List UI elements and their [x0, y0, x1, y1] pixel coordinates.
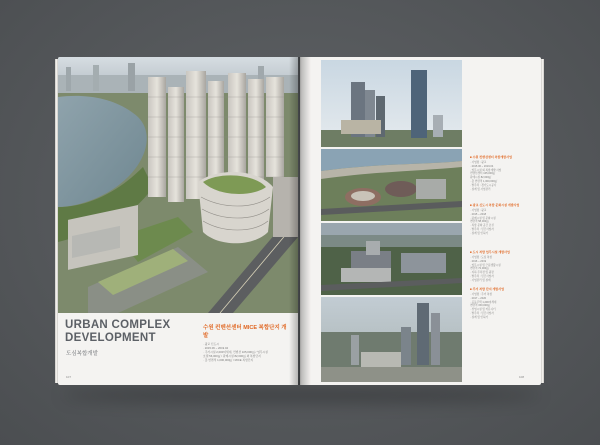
info-line: · 사업명 : 광교	[470, 161, 487, 164]
title-line-2: DEVELOPMENT	[65, 332, 156, 344]
open-magazine	[58, 57, 541, 387]
info-line: · 발주처 : 민간사업자	[470, 311, 494, 315]
info-line: · 2016 ~ 2019	[470, 259, 487, 263]
info-line: · 설계 및 인허가	[470, 231, 489, 235]
magazine-shadow	[62, 388, 540, 402]
project-photo-riverside	[321, 149, 462, 221]
info-line: · 총 연면적 1,000,000㎡	[470, 179, 498, 183]
info-line: · 발주처 : 경기도시공사	[470, 183, 497, 187]
info-line: · 사업명 : 도심 복합	[470, 256, 493, 259]
project-photo-complex	[321, 223, 462, 295]
page-number-left: 107	[66, 375, 72, 379]
info-line: · 상업시설 및 커뮤니티	[470, 308, 496, 312]
info-line: 컨벤션센터 105,000㎡	[470, 172, 496, 176]
page-title	[65, 319, 205, 345]
info-line: · 사업관리 및 설계	[470, 278, 491, 282]
info-line: · 2017 ~ 2020	[470, 296, 487, 300]
info-line: · 사업명 : 광교	[470, 209, 487, 212]
info-line: 연면적 150,000㎡	[470, 304, 491, 308]
info-heading: ■ 수원 컨벤션센터 복합개발사업	[470, 155, 512, 159]
info-line: 연면적 72,000㎡	[470, 267, 489, 271]
info-line: · 사업명 : 주거 복합	[470, 293, 493, 296]
project-info-2	[470, 203, 540, 236]
project-photo-skyline	[321, 297, 462, 382]
page-subtitle: 도심복합개발	[66, 351, 98, 357]
project-line: · 총 연면적 1,000,000㎡ / MICE 복합단지	[203, 358, 254, 362]
title-line-1: URBAN COMPLEX	[65, 319, 171, 331]
info-line: · 발주처 : 민간사업자	[470, 227, 494, 231]
info-line: · 2015.06 ~ 2019.04	[470, 164, 494, 168]
right-page	[300, 57, 541, 385]
project-info-1	[470, 155, 540, 191]
project-line: 호텔 56,000㎡ / 판매시설 82,000㎡ 외 복합단지	[203, 354, 261, 358]
project-photo-towers	[321, 60, 462, 147]
info-heading: ■ 주거 복합 단지 개발사업	[470, 287, 505, 291]
info-line: · 판매시설 및 문화시설	[470, 216, 496, 220]
info-line: · 설계 및 사업관리	[470, 187, 491, 191]
info-line: · 복합 문화 공간 조성	[470, 224, 494, 228]
info-heading: ■ 도시 복합 업무시설 개발사업	[470, 250, 510, 254]
hero-aerial-photo	[58, 57, 298, 313]
left-page	[58, 57, 298, 385]
info-line: · 발주처 : 민간사업자	[470, 274, 494, 278]
page-number-right: 108	[519, 375, 525, 379]
info-line: 판매시설 82,000㎡	[470, 176, 492, 180]
info-line: · 설계 및 인허가	[470, 315, 489, 319]
info-line: · 업무시설 외 복합개발 사업	[470, 168, 502, 172]
project-info-4	[470, 287, 540, 320]
project-summary	[203, 323, 291, 362]
info-line: 연면적 58,000㎡	[470, 220, 489, 224]
project-line: · 주거시설 2,000여세대, 컨벤션 105,000㎡ / 업무시설	[203, 350, 268, 354]
project-info-3	[470, 250, 540, 283]
project-line: · 2015.06 ~ 2019.04	[203, 346, 229, 350]
info-heading: ■ 광교 신도시 복합 문화시설 개발사업	[470, 203, 520, 207]
info-line: · 2015 ~ 2018	[470, 212, 487, 216]
info-line: · 지하 주차장 및 광장	[470, 271, 494, 275]
left-page-edge	[55, 59, 58, 383]
info-line: · 업무시설 및 근린생활시설	[470, 263, 501, 267]
info-line: · 공동주택 1,200여세대	[470, 300, 497, 304]
right-page-edge	[541, 59, 544, 383]
project-heading: 수원 컨벤션센터 MICE 복합단지 개발	[203, 325, 287, 339]
project-line: · 광교 신도시	[203, 342, 219, 346]
